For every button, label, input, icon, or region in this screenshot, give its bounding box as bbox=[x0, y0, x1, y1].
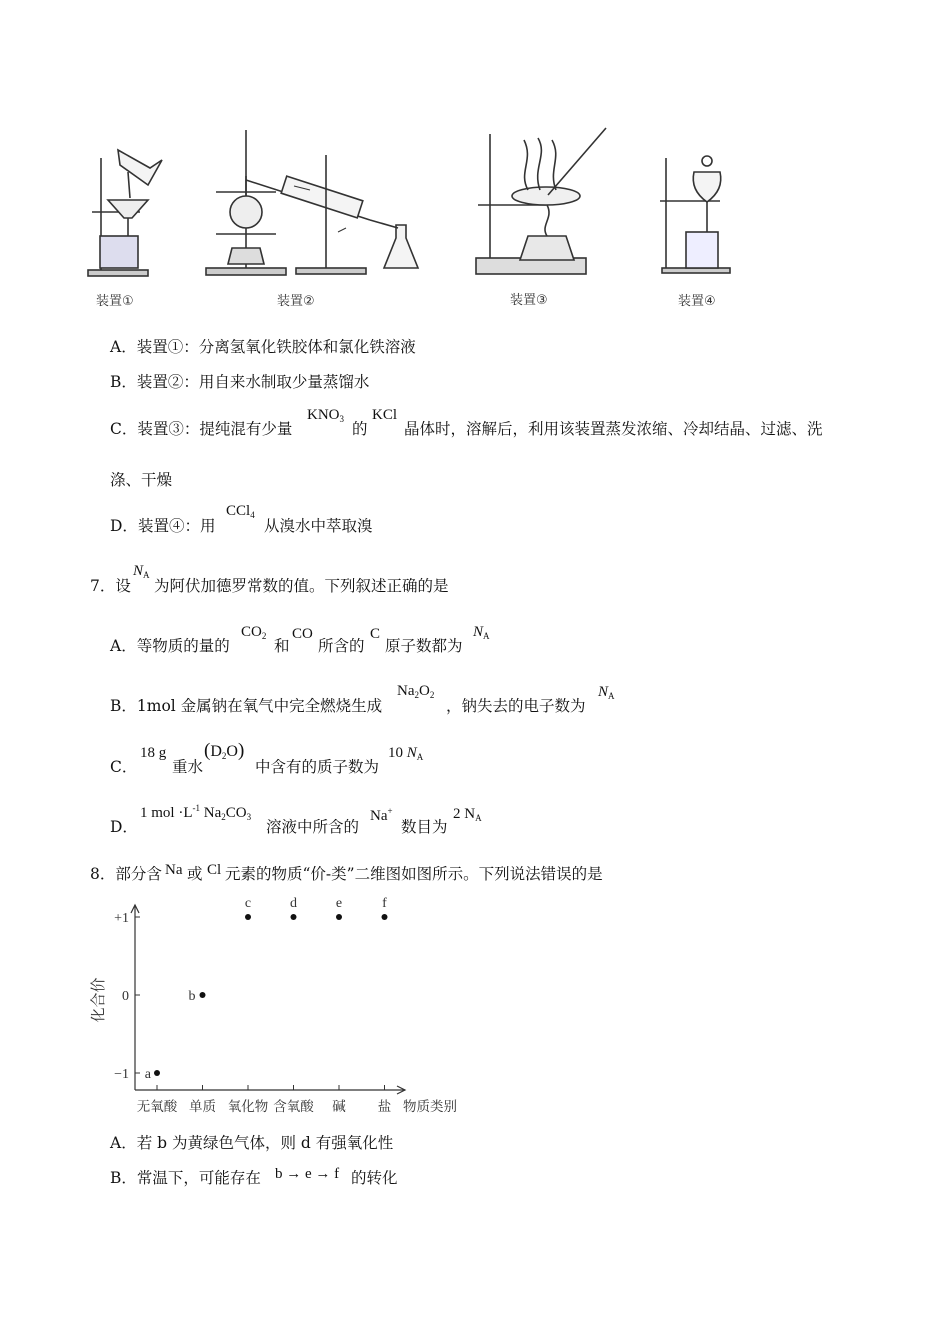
question-number: 8． bbox=[90, 865, 116, 883]
formula-co: CO bbox=[292, 626, 313, 642]
formula-co2: $CO_2$ bbox=[241, 624, 267, 641]
q7-option-d-solution: 溶液中所含的 bbox=[266, 818, 360, 836]
option-letter: C． bbox=[110, 420, 138, 438]
data-point-d bbox=[291, 914, 297, 920]
formula-na-elem: Na bbox=[165, 862, 183, 878]
q7-option-b: B．1mol 金属钠在氧气中完全燃烧生成 bbox=[110, 697, 383, 715]
q7-option-c-end: 中含有的质子数为 bbox=[255, 758, 380, 776]
formula-conc: 1 mol $\cdot L^{-1}$ $Na_2CO_3$ bbox=[140, 803, 252, 822]
q6-option-c bbox=[110, 419, 292, 439]
option-text: 装置③：提纯混有少量 bbox=[137, 420, 293, 438]
apparatus-figure bbox=[0, 0, 950, 310]
q7-option-c bbox=[110, 757, 137, 777]
q7-option-a-and: 和 bbox=[274, 637, 290, 655]
y-tick-label: +1 bbox=[114, 911, 129, 926]
q6-option-a bbox=[110, 337, 416, 357]
formula-c: C bbox=[370, 626, 381, 642]
apparatus-2-distillation bbox=[206, 130, 418, 275]
formula-na2o2: $Na_2O_2$ bbox=[397, 683, 435, 700]
formula-na: $N_A$ bbox=[133, 563, 150, 580]
option-letter: C． bbox=[110, 758, 138, 776]
question-number: 7． bbox=[90, 577, 116, 595]
q7-option-c-heavy-water: 重水 bbox=[172, 758, 204, 776]
data-label-e: e bbox=[335, 896, 343, 911]
apparatus-1-filtration bbox=[88, 150, 162, 276]
q8-stem: 8．部分含 bbox=[90, 865, 162, 883]
q7-stem-post: 为阿伏加德罗常数的值。下列叙述正确的是 bbox=[154, 577, 449, 595]
q8-option-a: A．若 b 为黄绿色气体，则 d 有强氧化性 bbox=[110, 1134, 394, 1152]
data-point-e bbox=[336, 914, 342, 920]
data-label-d: d bbox=[290, 896, 297, 911]
y-tick-label: 0 bbox=[122, 989, 129, 1004]
x-tick-label: 无氧酸 bbox=[136, 1099, 178, 1115]
apparatus-3-label: 装置③ bbox=[510, 293, 548, 308]
q8-stem-or: 或 bbox=[187, 865, 203, 883]
option-letter: A． bbox=[110, 637, 137, 655]
option-letter: A． bbox=[110, 1134, 137, 1152]
formula-2na: 2 $N_A$ bbox=[453, 806, 482, 823]
x-tick-label: 单质 bbox=[189, 1099, 216, 1115]
data-label-c: c bbox=[244, 896, 252, 911]
option-letter: D． bbox=[110, 517, 138, 535]
option-text: 装置④：用 bbox=[137, 517, 216, 535]
y-axis-label: 化合价 bbox=[89, 977, 107, 1023]
formula-ccl4: CCl$_4$ bbox=[226, 503, 255, 520]
formula-cl-elem: Cl bbox=[207, 862, 222, 878]
data-label-a: a bbox=[144, 1067, 151, 1082]
q7-option-a: A．等物质的量的 bbox=[110, 637, 230, 655]
data-point-f bbox=[382, 914, 388, 920]
q6-option-b bbox=[110, 372, 369, 392]
x-tick-label: 含氧酸 bbox=[273, 1099, 314, 1115]
q8-option-b-end: 的转化 bbox=[351, 1169, 398, 1187]
q8-stem-post: 元素的物质“价-类”二维图如图所示。下列说法错误的是 bbox=[225, 865, 603, 883]
y-axis-arrow bbox=[131, 905, 139, 913]
formula-chain: b → e → f bbox=[275, 1166, 340, 1182]
option-text: 装置①：分离氢氧化铁胶体和氯化铁溶液 bbox=[136, 338, 416, 356]
data-label-b: b bbox=[188, 989, 196, 1004]
option-letter: B． bbox=[110, 697, 137, 715]
data-point-a bbox=[154, 1070, 160, 1076]
data-point-b bbox=[200, 992, 206, 998]
q6-option-d bbox=[110, 516, 215, 536]
data-point-c bbox=[245, 914, 251, 920]
option-text: 装置②：用自来水制取少量蒸馏水 bbox=[136, 373, 370, 391]
q7-option-a-end: 原子数都为 bbox=[385, 637, 463, 655]
x-tick-label: 氧化物 bbox=[227, 1099, 269, 1115]
x-tick-label: 盐 bbox=[377, 1099, 392, 1115]
q8-option-b: B．常温下，可能存在 bbox=[110, 1169, 261, 1187]
q7-stem: 7．设 bbox=[90, 577, 131, 595]
formula-kno3: $KNO_3$ bbox=[307, 407, 344, 424]
formula-18g: 18 g bbox=[140, 745, 167, 761]
x-axis-label: 物质类别 bbox=[403, 1099, 457, 1115]
option-letter: A． bbox=[110, 338, 137, 356]
apparatus-1-label: 装置① bbox=[96, 294, 134, 309]
formula-d2o: $(D_2O)$ bbox=[204, 740, 245, 761]
formula-kcl: KCl bbox=[372, 407, 398, 423]
q6-option-c-cont: 涤、干燥 bbox=[110, 471, 173, 489]
x-tick-label: 碱 bbox=[332, 1099, 346, 1115]
data-label-f: f bbox=[382, 896, 387, 911]
q7-option-d bbox=[110, 817, 138, 837]
apparatus-4-separatory-funnel bbox=[660, 156, 730, 273]
y-tick-label: −1 bbox=[114, 1067, 129, 1082]
q6-option-c-post: 晶体时，溶解后，利用该装置蒸发浓缩、冷却结晶、过滤、洗 bbox=[404, 420, 823, 438]
option-letter: B． bbox=[110, 1169, 137, 1187]
x-axis-arrow bbox=[397, 1086, 405, 1094]
q7-option-d-end: 数目为 bbox=[401, 818, 448, 836]
q6-option-d-post: 从溴水中萃取溴 bbox=[264, 517, 373, 535]
formula-na-ion: Na+ bbox=[370, 806, 393, 824]
option-letter: B． bbox=[110, 373, 137, 391]
apparatus-3-evaporation bbox=[476, 128, 606, 274]
q6-option-c-mid: 的 bbox=[352, 420, 368, 438]
formula-10na: 10 $N_A$ bbox=[388, 745, 424, 762]
q7-option-a-contain: 所含的 bbox=[318, 637, 365, 655]
formula-na-b: $N_A$ bbox=[598, 684, 615, 701]
formula-na-a: $N_A$ bbox=[473, 624, 490, 641]
apparatus-4-label: 装置④ bbox=[678, 294, 716, 309]
apparatus-2-label: 装置② bbox=[277, 294, 315, 309]
q7-option-b-end: ，钠失去的电子数为 bbox=[446, 697, 586, 715]
option-letter: D． bbox=[110, 818, 138, 836]
